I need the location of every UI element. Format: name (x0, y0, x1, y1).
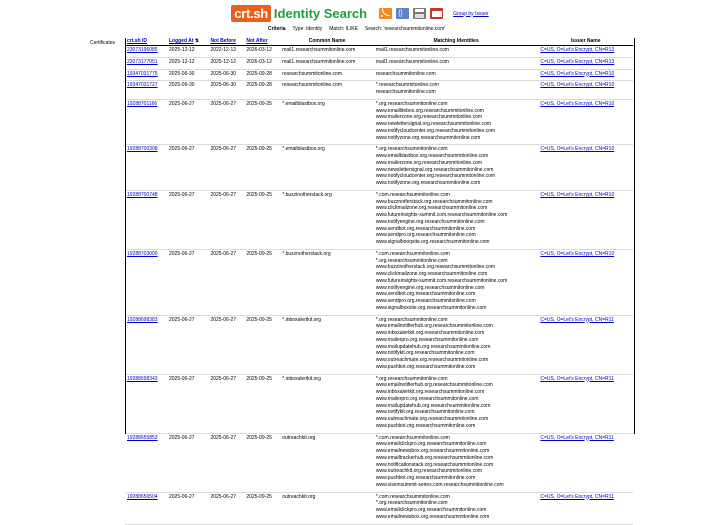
identity-entry: www.emailtrackerhub.org.researchsummitonline.com (375, 454, 494, 461)
cell-matching-identities (374, 145, 538, 191)
cell-crtsh-id (125, 374, 167, 433)
issuer-link[interactable]: C=US, O=Let's Encrypt, CN=R11 (540, 493, 614, 500)
criteria-type-label: Type: (292, 26, 305, 32)
header-icon-group (379, 8, 443, 19)
cell-not-after: 2026-03-12 (244, 57, 280, 69)
identity-entry: www.mailerpro.org.researchsummitonline.com (375, 395, 479, 402)
col-common-name: Common Name (280, 38, 374, 46)
logo-crt-text: crt.sh (231, 5, 271, 22)
identity-entry: www.inboxalertkit.org.researchsummitonline.com (375, 330, 485, 336)
cell-issuer-name (538, 99, 633, 145)
crtsh-id-link[interactable]: 23073196085 (127, 47, 158, 53)
issuer-link[interactable]: C=US, O=Let's Encrypt, CN=R13 (540, 58, 615, 65)
col-logged-at[interactable] (167, 38, 208, 46)
cell-matching-identities (374, 374, 538, 433)
col-not-after[interactable] (244, 38, 280, 46)
cell-issuer-name (538, 81, 633, 100)
crtsh-id-link[interactable]: 19288701166 (127, 100, 158, 107)
identity-entry: www.pushbot.org.researchsummitonline.com (375, 363, 476, 370)
identity-entry: www.sendpro.org.researchsummitonline.com (375, 232, 476, 239)
table-row (125, 46, 633, 58)
cell-logged-at: 2025-06-27 (167, 315, 208, 374)
cell-logged-at: 2025-06-27 (167, 374, 208, 433)
col-matching-identities: Matching Identities (374, 38, 538, 46)
certificates-label: Certificates (90, 40, 116, 46)
cell-crtsh-id (125, 433, 167, 492)
table-row (125, 249, 633, 315)
cell-not-before: 2025-06-27 (208, 99, 244, 145)
cell-logged-at: 2025-06-27 (167, 492, 208, 524)
group-by-issuer-link[interactable]: Group by Issuer (453, 10, 489, 17)
identity-entry: www.emailclickpro.org.researchsummitonline.com (375, 441, 487, 448)
crtsh-id-link[interactable]: 19288698343 (127, 375, 158, 382)
identity-entry: www.notifykit.org.researchsummitonline.com (375, 409, 475, 416)
col-not-after-link[interactable]: Not After (246, 38, 268, 44)
crtsh-id-link[interactable]: 19347031727 (127, 82, 158, 89)
cell-crtsh-id (125, 81, 167, 100)
identity-entry: www.visionsummit-series.com.researchsummitonline.com (375, 481, 504, 488)
criteria-match-label: Match: (329, 26, 345, 32)
cell-matching-identities (374, 190, 538, 249)
identity-entry: *.com.researchsummitonline.com (375, 434, 450, 441)
calendar-icon[interactable] (430, 8, 443, 19)
cell-issuer-name (538, 46, 633, 58)
cell-logged-at: 2025-06-27 (167, 190, 208, 249)
table-row (125, 99, 633, 145)
identity-entry: www.emailnotifierhub.org.researchsummitonline.com (375, 323, 493, 330)
certificates-table (125, 38, 633, 525)
print-icon[interactable] (413, 8, 426, 19)
criteria-search-value: 'researchsummitonline.com' (383, 26, 446, 32)
identity-entry: *.org.researchsummitonline.com (375, 500, 448, 507)
cell-logged-at: 2025-06-27 (167, 249, 208, 315)
cell-common-name: mail1.researchsummitonline.com (280, 57, 374, 69)
col-logged-at-link[interactable]: Logged At (169, 38, 194, 44)
identity-entry: www.emailblastbox.org.researchsummitonline.com (375, 153, 489, 159)
cell-issuer-name (538, 57, 633, 69)
col-issuer-name: Issuer Name (538, 38, 633, 46)
issuer-link[interactable]: C=US, O=Let's Encrypt, CN=R10 (540, 250, 615, 257)
table-body (125, 46, 633, 525)
cell-crtsh-id (125, 145, 167, 191)
cell-crtsh-id (125, 190, 167, 249)
identity-entry: www.newslettersignal.org.researchsummitonline.com (375, 166, 494, 173)
cell-logged-at: 2025-12-12 (167, 46, 208, 58)
json-icon[interactable] (396, 8, 409, 19)
identity-entry: www.notificationstack.org.researchsummitonline.com (375, 461, 494, 468)
identity-entry: www.sendbot.org.researchsummitonline.com (375, 225, 476, 232)
cell-issuer-name (538, 190, 633, 249)
cell-not-before: 2025-06-27 (208, 374, 244, 433)
cell-crtsh-id (125, 492, 167, 524)
identity-entry: www.notifyengine.org.researchsummitonline.com (375, 218, 485, 225)
crtsh-logo[interactable] (231, 5, 367, 22)
cell-not-after: 2025-09-25 (244, 249, 280, 315)
cell-matching-identities (374, 99, 538, 145)
cell-not-after: 2025-09-25 (244, 374, 280, 433)
cell-not-before: 2025-06-27 (208, 145, 244, 191)
cell-matching-identities (374, 81, 538, 100)
cell-matching-identities (374, 249, 538, 315)
identity-entry: *.researchsummitonline.com (375, 82, 439, 89)
identity-entry: www.mailupdatehub.org.researchsummitonline.com (375, 343, 491, 350)
cell-not-after: 2025-09-25 (244, 190, 280, 249)
identity-entry: www.notifyzone.org.researchsummitonline.com (375, 180, 481, 186)
results-table-wrapper (125, 38, 633, 525)
cell-issuer-name (538, 69, 633, 81)
cell-logged-at: 2025-06-27 (167, 145, 208, 191)
issuer-link[interactable]: C=US, O=Let's Encrypt, CN=R10 (540, 82, 615, 89)
identity-entry: www.sendpro.org.researchsummitonline.com (375, 298, 476, 304)
issuer-link[interactable]: C=US, O=Let's Encrypt, CN=R11 (540, 316, 614, 323)
cell-crtsh-id (125, 99, 167, 145)
identity-entry: www.pushbot.org.researchsummitonline.com (375, 475, 476, 481)
col-crtsh-id-link[interactable]: crt.sh ID (127, 38, 148, 44)
cell-logged-at: 2025-06-27 (167, 99, 208, 145)
crtsh-id-link[interactable]: 23073177051 (127, 58, 158, 65)
cell-common-name: *.emailblastbox.org (280, 145, 374, 191)
identity-entry: www.signalbooqsite.org.researchsummitonline.com (375, 239, 490, 245)
issuer-link[interactable]: C=US, O=Let's Encrypt, CN=R10 (540, 70, 615, 77)
cell-common-name: mail1.researchsummitonline.com (280, 46, 374, 58)
identity-entry: www.outreachkit.org.researchsummitonline.com (375, 468, 483, 475)
cell-logged-at: 2025-12-12 (167, 57, 208, 69)
sort-arrow-icon: ⇅ (194, 38, 200, 44)
crtsh-id-link[interactable]: 19288700308 (127, 146, 158, 153)
identity-entry: mail1.researchsummitonline.com (375, 58, 449, 65)
logo-tagline: Identity Search (273, 6, 368, 21)
col-crtsh-id[interactable] (125, 38, 167, 46)
identity-entry: www.clickmailzone.org.researchsummitonline.com (375, 205, 488, 212)
cell-not-after: 2025-09-25 (244, 492, 280, 524)
identity-entry: www.sendbot.org.researchsummitonline.com (375, 291, 476, 298)
identity-entry: www.newlettersignal.org.researchsummitonline.com (375, 121, 491, 127)
identity-entry: www.clickmailzone.org.researchsummitonline.com (375, 271, 488, 277)
identity-entry: mail1.researchsummitonline.com (375, 47, 449, 53)
identity-entry: *.com.researchsummitonline.com (375, 493, 450, 500)
crtsh-id-link[interactable]: 19288698383 (127, 316, 158, 323)
identity-entry: www.mailerpro.org.researchsummitonline.com (375, 336, 479, 343)
identity-entry: www.mailerzone.org.researchsummitonline.com (375, 114, 483, 121)
issuer-link[interactable]: C=US, O=Let's Encrypt, CN=R11 (540, 375, 614, 382)
identity-entry: www.notifyzone.org.researchsummitonline.com (375, 134, 481, 141)
cell-not-before: 2025-06-27 (208, 249, 244, 315)
cell-not-before: 2025-06-27 (208, 433, 244, 492)
identity-entry: www.emailclickpro.org.researchsummitonline.com (375, 507, 487, 513)
cell-logged-at: 2025-06-27 (167, 433, 208, 492)
cell-issuer-name (538, 145, 633, 191)
identity-entry: www.futureinsights-summit.com.researchsummitonline.com (375, 212, 508, 218)
cell-not-after: 2025-09-25 (244, 433, 280, 492)
rss-icon[interactable] (379, 8, 392, 19)
cell-issuer-name (538, 249, 633, 315)
table-head (125, 38, 633, 46)
cell-not-before: 2025-12-12 (208, 57, 244, 69)
cell-common-name: *.inboxalertkit.org (280, 374, 374, 433)
table-row (125, 69, 633, 81)
cell-common-name: *.buzzinotherstack.org (280, 190, 374, 249)
cell-not-after: 2025-09-28 (244, 69, 280, 81)
identity-entry: www.notifycloudcenter.org.researchsummitonline.com (375, 173, 496, 180)
cell-matching-identities (374, 492, 538, 524)
identity-entry: www.buzzinotherstack.org.researchsummitonline.com (375, 264, 496, 271)
issuer-link[interactable]: C=US, O=Let's Encrypt, CN=R13 (540, 47, 615, 53)
identity-entry: www.emaillitebox.org.researchsummitonline.com (375, 107, 484, 114)
identity-entry: www.mailupdatehub.org.researchsummitonline.com (375, 402, 491, 409)
cell-not-after: 2025-09-25 (244, 315, 280, 374)
cell-not-before: 2025-06-27 (208, 190, 244, 249)
identity-entry: www.buzznotferstack.org.researchsummitonline.com (375, 198, 493, 205)
cell-crtsh-id (125, 46, 167, 58)
identity-entry: www.emailnewsbox.org.researchsummitonline.com (375, 448, 490, 454)
cell-common-name: *.inboxalertkit.org (280, 315, 374, 374)
cell-issuer-name (538, 492, 633, 524)
criteria-search-label: Search: (364, 26, 383, 32)
criteria-label: Criteria (268, 26, 286, 32)
cell-matching-identities (374, 69, 538, 81)
crtsh-id-link[interactable]: 19288703000 (127, 250, 158, 257)
table-row (125, 57, 633, 69)
cell-matching-identities (374, 46, 538, 58)
identity-entry: *.org.researchsummitonline.com (375, 257, 448, 264)
crtsh-id-link[interactable]: 19347031775 (127, 70, 158, 77)
cell-logged-at: 2025-06-30 (167, 69, 208, 81)
table-row (125, 81, 633, 100)
cell-not-after: 2025-09-25 (244, 99, 280, 145)
identity-entry: researchsummitonline.com (375, 70, 436, 77)
identity-entry: *.org.researchsummitonline.com (375, 100, 448, 107)
identity-entry: www.notifykit.org.researchsummitonline.com (375, 350, 475, 357)
issuer-link[interactable]: C=US, O=Let's Encrypt, CN=R10 (540, 191, 615, 198)
crtsh-id-link[interactable]: 19288655853 (127, 434, 158, 441)
cell-not-before: 2025-06-30 (208, 69, 244, 81)
cell-not-before: 2025-06-30 (208, 81, 244, 100)
cell-common-name: researchsummitonline.com (280, 69, 374, 81)
cell-crtsh-id (125, 249, 167, 315)
cell-issuer-name (538, 315, 633, 374)
table-row (125, 145, 633, 191)
identity-entry: www.futureinsights-summit.com.researchsummitonline.com (375, 277, 508, 284)
criteria-type-value: Identity (306, 26, 323, 32)
identity-entry: *.com.researchsummitonline.com (375, 250, 450, 257)
identity-entry: *.org.researchsummitonline.com (375, 375, 448, 382)
crtsh-id-link[interactable]: 19288700748 (127, 191, 158, 198)
identity-entry: researchsummitonline.com (375, 89, 436, 95)
cell-crtsh-id (125, 57, 167, 69)
identity-entry: *.com.researchsummitonline.com (375, 191, 450, 198)
issuer-link[interactable]: C=US, O=Let's Encrypt, CN=R11 (540, 434, 614, 441)
cell-not-after: 2025-09-25 (244, 145, 280, 191)
cell-matching-identities (374, 315, 538, 374)
identity-entry: www.emailnotifierhub.org.researchsummitonline.com (375, 382, 493, 389)
identity-entry: www.outreachmate.org.researchsummitonline.com (375, 357, 489, 363)
cell-crtsh-id (125, 315, 167, 374)
table-row (125, 315, 633, 374)
site-header (0, 0, 720, 22)
identity-entry: www.mailerzone.org.researchsummitonline.com (375, 159, 483, 166)
cell-issuer-name (538, 374, 633, 433)
table-row (125, 374, 633, 433)
identity-entry: www.signalboxsite.org.researchsummitonline.com (375, 304, 487, 311)
cell-common-name: outreachkit.org (280, 492, 374, 524)
cell-not-after: 2025-09-28 (244, 81, 280, 100)
identity-entry: www.inboxalertkit.org.researchsummitonline.com (375, 389, 485, 395)
identity-entry: www.outreachmate.org.researchsummitonline.com (375, 416, 489, 422)
identity-entry: www.notifyengine.org.researchsummitonline.com (375, 284, 485, 291)
cell-crtsh-id (125, 69, 167, 81)
identity-entry: www.notifycloudcenter.org.researchsummitonline.com (375, 127, 496, 134)
identity-entry: www.emailnewsbox.org.researchsummitonline.com (375, 513, 490, 520)
col-not-before-link[interactable]: Not Before (210, 38, 236, 44)
cell-matching-identities (374, 433, 538, 492)
identity-entry: www.pushbot.org.researchsummitonline.com (375, 422, 476, 429)
table-row (125, 433, 633, 492)
cell-issuer-name (538, 433, 633, 492)
criteria-bar (268, 26, 445, 32)
cell-not-after: 2026-03-12 (244, 46, 280, 58)
table-row (125, 190, 633, 249)
cell-common-name: *.emailblastbox.org (280, 99, 374, 145)
table-header-row (125, 38, 633, 46)
issuer-link[interactable]: C=US, O=Let's Encrypt, CN=R10 (540, 146, 615, 153)
table-row (125, 492, 633, 524)
cell-not-before: 2025-06-27 (208, 492, 244, 524)
cell-matching-identities (374, 57, 538, 69)
cell-common-name: *.buzznotherstack.org (280, 249, 374, 315)
cell-not-before: 2022-12-12 (208, 46, 244, 58)
cell-common-name: researchsummitonline.com (280, 81, 374, 100)
cell-logged-at: 2025-06-30 (167, 81, 208, 100)
criteria-match-value: ILIKE (345, 26, 358, 32)
crtsh-id-link[interactable]: 19288656504 (127, 493, 158, 500)
col-not-before[interactable] (208, 38, 244, 46)
cell-common-name: outreachkit.org (280, 433, 374, 492)
identity-entry: *.org.researchsummitonline.com (375, 146, 448, 153)
issuer-link[interactable]: C=US, O=Let's Encrypt, CN=R10 (540, 100, 615, 107)
identity-entry: *.org.researchsummitonline.com (375, 316, 448, 323)
cell-not-before: 2025-06-27 (208, 315, 244, 374)
